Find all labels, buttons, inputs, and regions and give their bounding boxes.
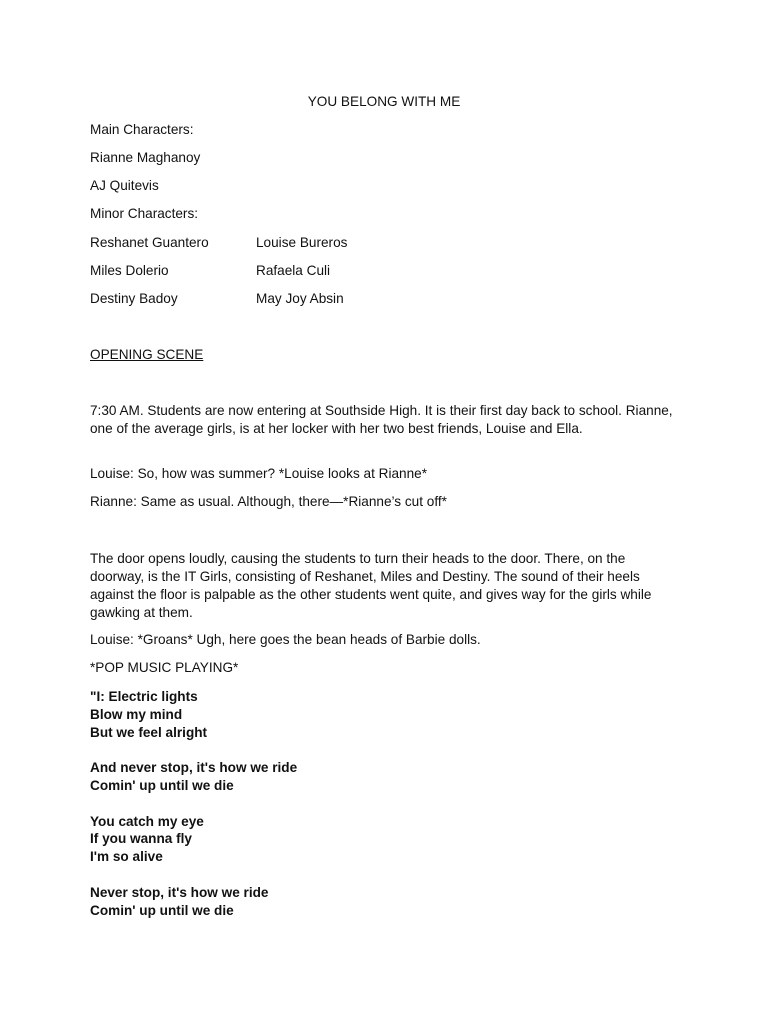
lyric-line: Comin' up until we die [90,902,234,918]
minor-character-item: May Joy Absin [256,291,344,306]
lyric-line: You catch my eye [90,813,204,829]
lyric-line: Comin' up until we die [90,777,234,793]
lyric-line: "I: Electric lights [90,689,198,704]
dialogue-line: Louise: So, how was summer? *Louise looks at Rianne* [90,466,428,481]
minor-character-item: Reshanet Guantero [90,235,209,250]
lyric-line: If you wanna fly [90,831,192,847]
stanza-gap [90,741,297,759]
stage-direction: *POP MUSIC PLAYING* [90,660,239,675]
scene-paragraph: 7:30 AM. Students are now entering at Southside High. It is their first day back to school. Rianne, one of the average girls, is at her locker with her two best friends, Louise and Ella. [90,403,673,436]
stanza-gap [90,866,297,884]
lyric-line: Never stop, it's how we ride [90,884,269,900]
dialogue-line: Rianne: Same as usual. Although, there—*Rianne’s cut off* [90,494,447,509]
minor-characters-heading: Minor Characters: [90,206,199,221]
scene-paragraph: The door opens loudly, causing the students to turn their heads to the door. There, on the doorway, is the IT Girls, consisting of Reshanet, Miles and Destiny. The sound of their heels against the floor is palpable as the other students went quite, and gives way for the girls while gawking at them. [90,551,652,620]
minor-character-item: Louise Bureros [256,235,348,250]
main-character-item: Rianne Maghanoy [90,150,201,165]
main-character-item: AJ Quitevis [90,178,159,193]
minor-character-item: Miles Dolerio [90,263,169,278]
stanza-gap [90,795,297,813]
main-characters-heading: Main Characters: [90,122,194,137]
lyric-line: Blow my mind [90,706,183,722]
minor-character-item: Rafaela Culi [256,263,331,278]
minor-character-item: Destiny Badoy [90,291,178,306]
lyric-line: But we feel alright [90,724,208,740]
lyric-line: I'm so alive [90,849,163,865]
dialogue-line: Louise: *Groans* Ugh, here goes the bean heads of Barbie dolls. [90,632,481,647]
song-lyrics [90,688,297,919]
document-title: YOU BELONG WITH ME [307,94,461,109]
lyric-line: And never stop, it's how we ride [90,760,298,776]
opening-scene-heading: OPENING SCENE [90,347,204,362]
